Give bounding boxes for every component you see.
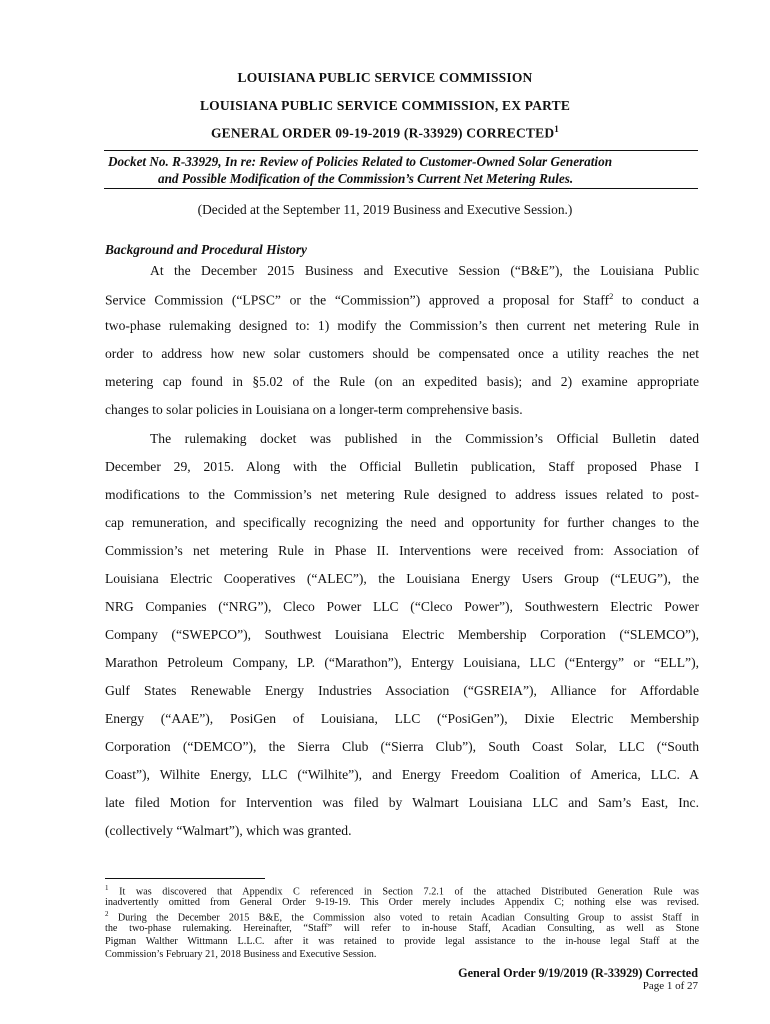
paragraph-2-line: Company (“SWEPCO”), Southwest Louisiana Electric Membership Corporation (“SLEMCO”),: [105, 627, 699, 642]
paragraph-2-line: Marathon Petroleum Company, LP. (“Marathon”), Entergy Louisiana, LLC (“Entergy” or “ELL”),: [105, 655, 699, 670]
footnote-2-line: Pigman Walther Wittmann L.L.C. after it was retained to provide legal assistance to the in-house legal Staff at the: [105, 936, 699, 947]
ex-parte-title: LOUISIANA PUBLIC SERVICE COMMISSION, EX PARTE: [199, 98, 571, 113]
decided-note: (Decided at the September 11, 2019 Business and Executive Session.): [197, 202, 573, 217]
paragraph-2-line: cap remuneration, and specifically recognizing the need and opportunity for further changes to the: [105, 515, 699, 530]
docket-caption: [108, 153, 698, 187]
general-order-text: GENERAL ORDER 09-19-2019 (R-33929) CORRECTED: [210, 125, 555, 141]
paragraph-2-line: Gulf States Renewable Energy Industries Association (“GSREIA”), Alliance for Affordable: [105, 683, 699, 698]
footnote-2-mark: 2: [105, 910, 109, 918]
paragraph-2-line: NRG Companies (“NRG”), Cleco Power LLC (“Cleco Power”), Southwestern Electric Power: [105, 599, 699, 614]
paragraph-1-line: Service Commission (“LPSC” or the “Commission”) approved a proposal for Staff$^2$ to conduct a: [105, 291, 699, 308]
paragraph-1-line: changes to solar policies in Louisiana on a longer-term comprehensive basis.: [105, 402, 523, 417]
paragraph-2-line: modifications to the Commission’s net metering Rule designed to address issues related to post-: [105, 487, 699, 502]
paragraph-2-line: (collectively “Walmart”), which was granted.: [105, 823, 352, 838]
footnote-separator: [105, 878, 265, 879]
footnote-1-line: inadvertently omitted from General Order 9-19-19. This Order merely includes Appendix C; nothing else was revised.: [105, 897, 699, 908]
footnote-1-line: $^1$ It was discovered that Appendix C referenced in Section 7.2.1 of the attached Distributed Generation Rule was: [105, 884, 699, 898]
page-number: Page 1 of 27: [642, 980, 698, 992]
paragraph-2-line: Louisiana Electric Cooperatives (“ALEC”), the Louisiana Energy Users Group (“LEUG”), the: [105, 571, 699, 586]
footnote-ref-1: 1: [554, 124, 559, 134]
docket-line-2: and Possible Modification of the Commission’s Current Net Metering Rules.: [158, 171, 574, 186]
footnote-2-line: the two-phase rulemaking. Hereinafter, “Staff” will refer to in-house Staff, Acadian Consulting, as well as Stone: [105, 923, 699, 934]
paragraph-2-line: Corporation (“DEMCO”), the Sierra Club (“Sierra Club”), South Coast Solar, LLC (“South: [105, 739, 699, 754]
paragraph-2-line: late filed Motion for Intervention was filed by Walmart Louisiana LLC and Sam’s East, Inc.: [105, 795, 699, 810]
docket-bottom-rule: [104, 188, 698, 189]
paragraph-1-line: metering cap found in §5.02 of the Rule (on an expedited basis); and 2) examine appropriate: [105, 374, 699, 389]
paragraph-2-line: Energy (“AAE”), PosiGen of Louisiana, LLC (“PosiGen”), Dixie Electric Membership: [105, 711, 699, 726]
general-order-title: [0, 124, 770, 142]
footnote-1-mark: 1: [105, 884, 109, 892]
footnote-ref-2: 2: [609, 291, 614, 301]
section-heading: Background and Procedural History: [105, 242, 307, 257]
footnote-2-line: $^2$ During the December 2015 B&E, the Commission also voted to retain Acadian Consulting Group to assist Staff in: [105, 910, 699, 924]
paragraph-1-line: At the December 2015 Business and Executive Session (“B&E”), the Louisiana Public: [150, 263, 699, 278]
paragraph-2-line: Coast”), Wilhite Energy, LLC (“Wilhite”), and Energy Freedom Coalition of America, LLC. A: [105, 767, 699, 782]
docket-top-rule: [104, 150, 698, 151]
docket-line-1: Docket No. R-33929, In re: Review of Policies Related to Customer-Owned Solar Generation: [108, 154, 613, 169]
paragraph-1-line: two-phase rulemaking designed to: 1) modify the Commission’s then current net metering Rule in: [105, 318, 699, 333]
paragraph-2-line: The rulemaking docket was published in the Commission’s Official Bulletin dated: [150, 431, 699, 446]
paragraph-1-line: order to address how new solar customers should be compensated once a utility reaches the net: [105, 346, 699, 361]
footnote-2-line: Commission’s February 21, 2018 Business and Executive Session.: [105, 949, 377, 960]
footer-order-ref: General Order 9/19/2019 (R-33929) Corrected: [458, 966, 698, 980]
commission-title: LOUISIANA PUBLIC SERVICE COMMISSION: [237, 70, 533, 85]
paragraph-2-line: December 29, 2015. Along with the Official Bulletin publication, Staff proposed Phase I: [105, 459, 699, 474]
paragraph-2-line: Commission’s net metering Rule in Phase II. Interventions were received from: Association of: [105, 543, 699, 558]
